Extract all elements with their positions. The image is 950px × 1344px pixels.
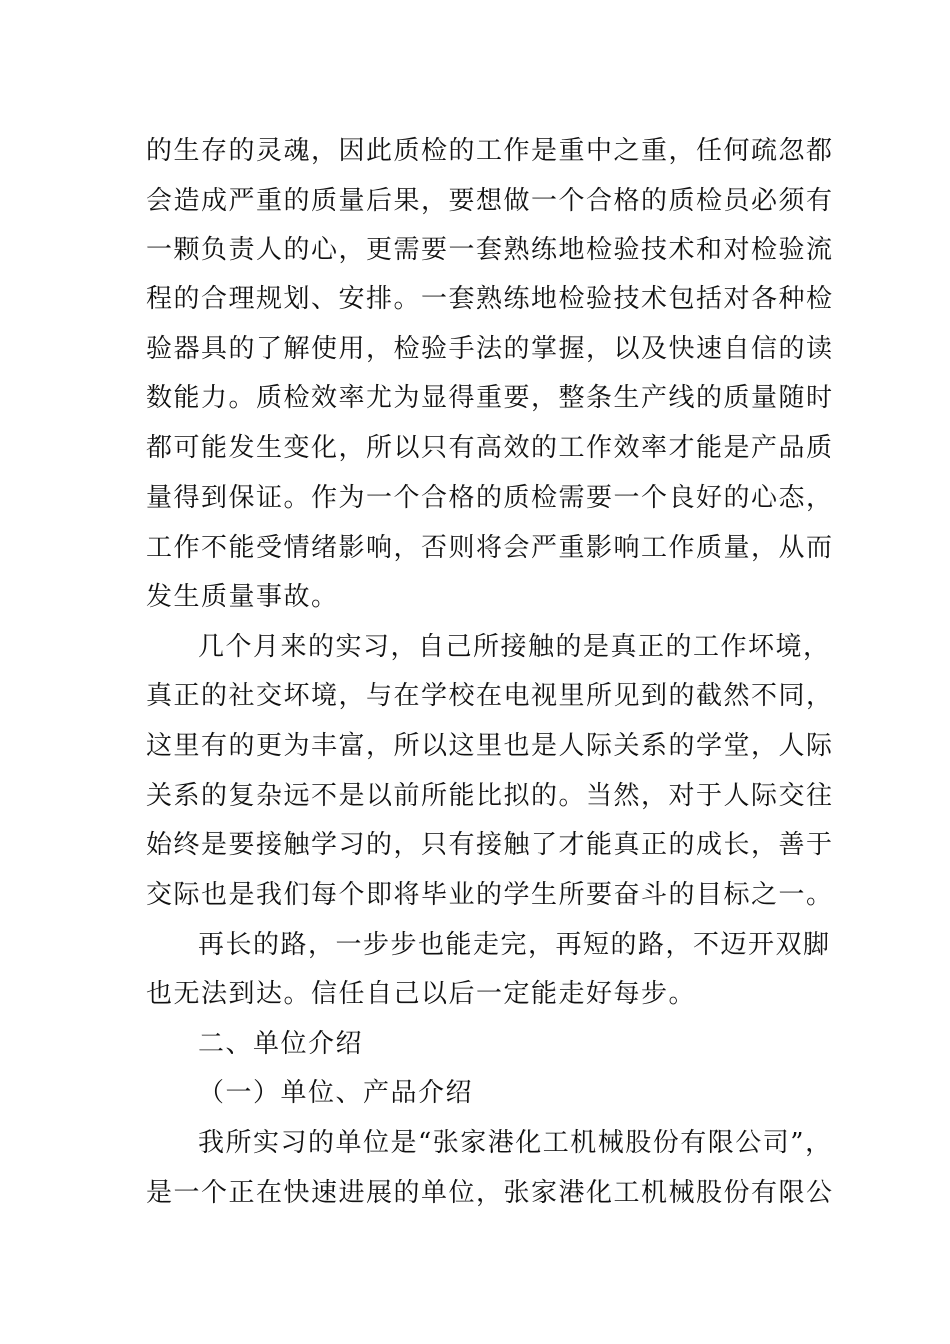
text-line: 再长的路，一步步也能走完，再短的路，不迈开双脚 [198,930,831,960]
text-line: 数能力。质检效率尤为显得重要，整条生产线的质量随时 [146,383,834,413]
text-line: 这里有的更为丰富，所以这里也是人际关系的学堂，人际 [146,731,834,761]
section-heading: 二、单位介绍 [198,1029,364,1059]
text-line: 真正的社交坏境，与在学校在电视里所见到的截然不同， [146,681,834,711]
text-line: 是一个正在快速进展的单位，张家港化工机械股份有限公 [146,1178,834,1208]
text-line: 程的合理规划、安排。一套熟练地检验技术包括对各种检 [146,284,834,314]
text-line: 都可能发生变化，所以只有高效的工作效率才能是产品质 [146,433,834,463]
text-line: 验器具的了解使用，检验手法的掌握，以及快速自信的读 [146,334,834,364]
text-line: 我所实习的单位是“张家港化工机械股份有限公司”， [198,1128,833,1158]
text-line: 的生存的灵魂，因此质检的工作是重中之重，任何疏忽都 [146,136,834,166]
text-line: 工作不能受情绪影响，否则将会严重影响工作质量，从而 [146,533,834,563]
text-line: 交际也是我们每个即将毕业的学生所要奋斗的目标之一。 [146,880,834,910]
text-line: 关系的复杂远不是以前所能比拟的。当然，对于人际交往 [146,781,834,811]
text-line: 量得到保证。作为一个合格的质检需要一个良好的心态， [146,483,834,513]
text-line: 几个月来的实习，自己所接触的是真正的工作坏境， [198,632,831,662]
text-line: 也无法到达。信任自己以后一定能走好每步。 [146,979,697,1009]
text-line: 一颗负责人的心，更需要一套熟练地检验技术和对检验流 [146,235,834,265]
subsection-heading: （一）单位、产品介绍 [198,1078,474,1108]
text-line: 会造成严重的质量后果，要想做一个合格的质检员必须有 [146,186,834,216]
text-line: 始终是要接触学习的，只有接触了才能真正的成长，善于 [146,830,834,860]
text-line: 发生质量事故。 [146,582,339,612]
